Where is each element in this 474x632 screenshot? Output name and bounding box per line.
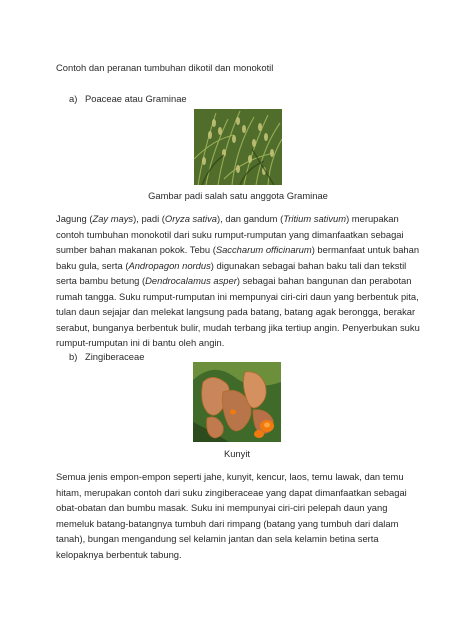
- paragraph-line: sumber bahan makanan pokok. Tebu (Saccharum officinarum) bermanfaat untuk bahan: [56, 244, 420, 255]
- section-a-marker: a): [69, 93, 78, 104]
- paragraph-line: serabut, bunganya berbentuk bulir, mudah terbang jika tertiup angin. Penyerbukan suku: [56, 321, 420, 333]
- section-a-paragraph: [56, 211, 428, 351]
- paragraph-line: obat-obatan dan bumbu masak. Suku ini mempunyai ciri-ciri pelepah daun yang: [56, 502, 388, 513]
- paragraph-line: tanah), bungan mengandung sel kelamin jantan dan sela kelamin betina serta: [56, 533, 379, 544]
- paragraph-line: rumput-rumputan ini di bantu oleh angin.: [56, 337, 225, 348]
- paragraph-line: tulan daun sejajar dan melekat langsung pada batang, batang agak berongga, berakar: [56, 306, 416, 317]
- paragraph-line: hitam, merupakan contoh dari suku zingiberaceae yang dapat dimanfaatkan sebagai: [56, 486, 407, 498]
- turmeric-photo: [193, 362, 281, 442]
- turmeric-figure-caption: Kunyit: [223, 448, 251, 459]
- paragraph-line: rumah tangga. Suku rumput-rumputan ini mempunyai ciri-ciri daun yang berbentuk pita,: [56, 290, 419, 302]
- section-a-heading: Poaceae atau Graminae: [85, 93, 187, 104]
- paragraph-line: Semua jenis empon-empon seperti jahe, kunyit, kencur, laos, temu lawak, dan temu: [56, 471, 404, 482]
- paragraph-line: contoh tumbuhan monokotil dari suku rumput-rumputan yang dimanfaatkan sebagai: [56, 228, 404, 240]
- document-title: Contoh dan peranan tumbuhan dikotil dan monokotil: [56, 62, 274, 73]
- section-b-marker: b): [69, 351, 78, 362]
- paragraph-line: serta bambu betung (Dendrocalamus asper) sebagai bahan bangunan dan perabotan: [56, 275, 412, 286]
- section-b-heading: Zingiberaceae: [85, 351, 145, 362]
- section-b-paragraph: [56, 469, 428, 562]
- paragraph-line: baku gula, serta (Andropagon nordus) digunakan sebagai bahan baku tali dan tekstil: [56, 259, 407, 271]
- rice-plant-photo: [194, 109, 282, 185]
- rice-figure-caption: Gambar padi salah satu anggota Graminae: [148, 190, 328, 201]
- paragraph-line: memeluk batang-batangnya tumbuh dari rimpang (batang yang tumbuh dari dalam: [56, 517, 399, 529]
- paragraph-line: Jagung (Zay mays), padi (Oryza sativa), dan gandum (Tritium sativum) merupakan: [56, 213, 399, 224]
- paragraph-line: kelopaknya berbentuk tabung.: [56, 548, 182, 560]
